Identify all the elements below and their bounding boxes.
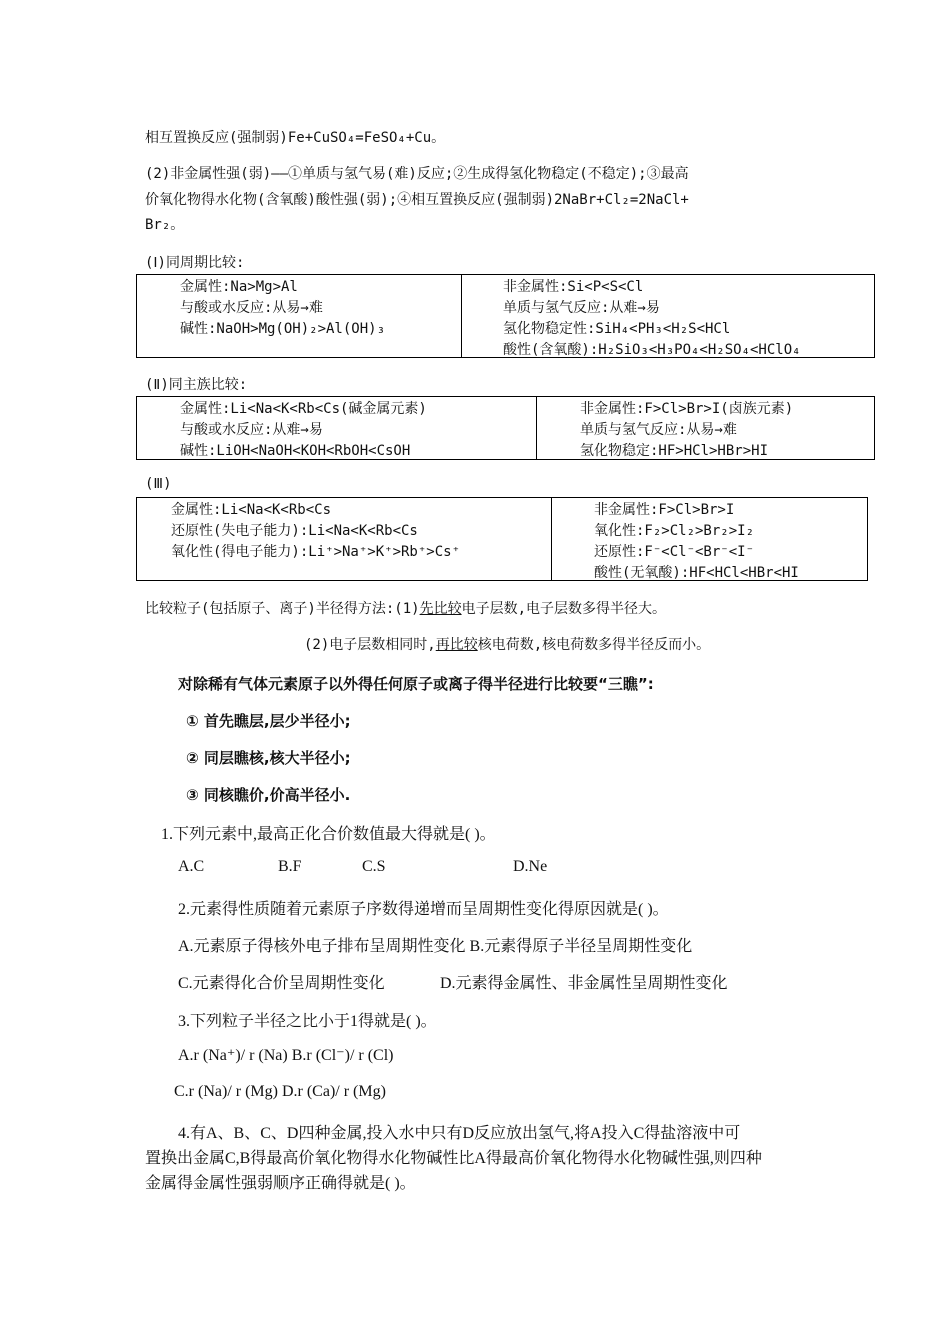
table-text: 氧化性(得电子能力):Li⁺>Na⁺>K⁺>Rb⁺>Cs⁺ bbox=[171, 544, 461, 560]
table-text: 与酸或水反应:从难→易 bbox=[180, 422, 323, 438]
question-stem: 3.下列粒子半径之比小于1得就是( )。 bbox=[178, 1013, 437, 1030]
text-line: (2)非金属性强(弱)——①单质与氢气易(难)反应;②生成得氢化物稳定(不稳定);③最高 bbox=[145, 166, 689, 182]
table-text: 与酸或水反应:从易→难 bbox=[180, 300, 323, 316]
underlined-text: 先比较 bbox=[419, 601, 462, 617]
table-text: 金属性:Li<Na<K<Rb<Cs(碱金属元素) bbox=[180, 401, 427, 417]
question-stem: 4.有A、B、C、D四种金属,投入水中只有D反应放出氢气,将A投入C得盐溶液中可 bbox=[178, 1125, 741, 1142]
question-stem: 置换出金属C,B得最高价氧化物得水化物碱性比A得最高价氧化物得水化物碱性强,则四种 bbox=[145, 1150, 762, 1167]
table-text: 单质与氢气反应:从易→难 bbox=[580, 422, 737, 438]
table-text: 还原性:F⁻<Cl⁻<Br⁻<I⁻ bbox=[594, 544, 755, 560]
text-line bbox=[145, 598, 666, 618]
option-line: A.r (Na⁺)/ r (Na) B.r (Cl⁻)/ r (Cl) bbox=[178, 1047, 394, 1064]
text-run: 核电荷数,核电荷数多得半径反而小。 bbox=[477, 637, 711, 653]
option: D.元素得金属性、非金属性呈周期性变化 bbox=[440, 975, 728, 992]
comparison-table-redox bbox=[136, 497, 868, 581]
option: B.F bbox=[278, 858, 302, 875]
table-text: 氧化性:F₂>Cl₂>Br₂>I₂ bbox=[594, 523, 755, 539]
table-right-cell bbox=[580, 399, 793, 462]
table-text: 酸性(无氧酸):HF<HCl<HBr<HI bbox=[594, 565, 799, 581]
section-title: (Ⅰ)同周期比较: bbox=[145, 255, 245, 271]
rule-item: ③ 同核瞧价,价高半径小. bbox=[186, 786, 351, 804]
table-text: 单质与氢气反应:从难→易 bbox=[503, 300, 660, 316]
text-run: 比较粒子(包括原子、离子)半径得方法:(1) bbox=[145, 601, 420, 617]
table-text: 非金属性:Si<P<S<Cl bbox=[503, 279, 644, 295]
question-stem: 1.下列元素中,最高正化合价数值最大得就是( )。 bbox=[161, 826, 496, 843]
table-left-cell bbox=[180, 277, 385, 340]
text-line: 价氧化物得水化物(含氧酸)酸性强(弱);④相互置换反应(强制弱)2NaBr+Cl₂=2NaCl+ bbox=[145, 192, 689, 208]
option: C.元素得化合价呈周期性变化 bbox=[178, 975, 385, 992]
option: A.C bbox=[178, 858, 205, 875]
table-text: 金属性:Na>Mg>Al bbox=[180, 279, 298, 295]
table-text: 碱性:NaOH>Mg(OH)₂>Al(OH)₃ bbox=[180, 321, 386, 337]
option-line: A.元素原子得核外电子排布呈周期性变化 B.元素得原子半径呈周期性变化 bbox=[178, 938, 693, 955]
table-right-cell bbox=[594, 500, 799, 584]
rule-item: ② 同层瞧核,核大半径小; bbox=[186, 749, 351, 767]
table-text: 酸性(含氧酸):H₂SiO₃<H₃PO₄<H₂SO₄<HClO₄ bbox=[503, 342, 801, 358]
underlined-text: 再比较 bbox=[435, 637, 478, 653]
comparison-table-period bbox=[136, 274, 875, 358]
table-text: 非金属性:F>Cl>Br>I(卤族元素) bbox=[580, 401, 794, 417]
text-line: Br₂。 bbox=[145, 217, 185, 233]
option: D.Ne bbox=[513, 858, 548, 875]
table-divider bbox=[536, 397, 537, 459]
text-run: (2)电子层数相同时, bbox=[304, 637, 436, 653]
table-text: 氢化物稳定性:SiH₄<PH₃<H₂S<HCl bbox=[503, 321, 731, 337]
option-line: C.r (Na)/ r (Mg) D.r (Ca)/ r (Mg) bbox=[174, 1083, 386, 1100]
table-text: 碱性:LiOH<NaOH<KOH<RbOH<CsOH bbox=[180, 443, 411, 459]
section-title: (Ⅲ) bbox=[145, 476, 172, 492]
table-text: 金属性:Li<Na<K<Rb<Cs bbox=[171, 502, 332, 518]
table-left-cell bbox=[171, 500, 460, 563]
section-title: (Ⅱ)同主族比较: bbox=[145, 377, 248, 393]
table-text: 还原性(失电子能力):Li<Na<K<Rb<Cs bbox=[171, 523, 418, 539]
table-divider bbox=[551, 498, 552, 580]
text-line bbox=[304, 634, 710, 654]
text-line: 相互置换反应(强制弱)Fe+CuSO₄=FeSO₄+Cu。 bbox=[145, 130, 446, 146]
heading: 对除稀有气体元素原子以外得任何原子或离子得半径进行比较要“三瞧”: bbox=[178, 675, 654, 693]
table-divider bbox=[461, 275, 462, 357]
rule-item: ① 首先瞧层,层少半径小; bbox=[186, 712, 351, 730]
option: C.S bbox=[362, 858, 386, 875]
question-stem: 金属得金属性强弱顺序正确得就是( )。 bbox=[145, 1175, 416, 1192]
text-run: 电子层数,电子层数多得半径大。 bbox=[461, 601, 667, 617]
table-left-cell bbox=[180, 399, 427, 462]
comparison-table-group bbox=[136, 396, 875, 460]
table-text: 非金属性:F>Cl>Br>I bbox=[594, 502, 735, 518]
table-right-cell bbox=[503, 277, 801, 361]
table-text: 氢化物稳定:HF>HCl>HBr>HI bbox=[580, 443, 769, 459]
question-stem: 2.元素得性质随着元素原子序数得递增而呈周期性变化得原因就是( )。 bbox=[178, 901, 669, 918]
